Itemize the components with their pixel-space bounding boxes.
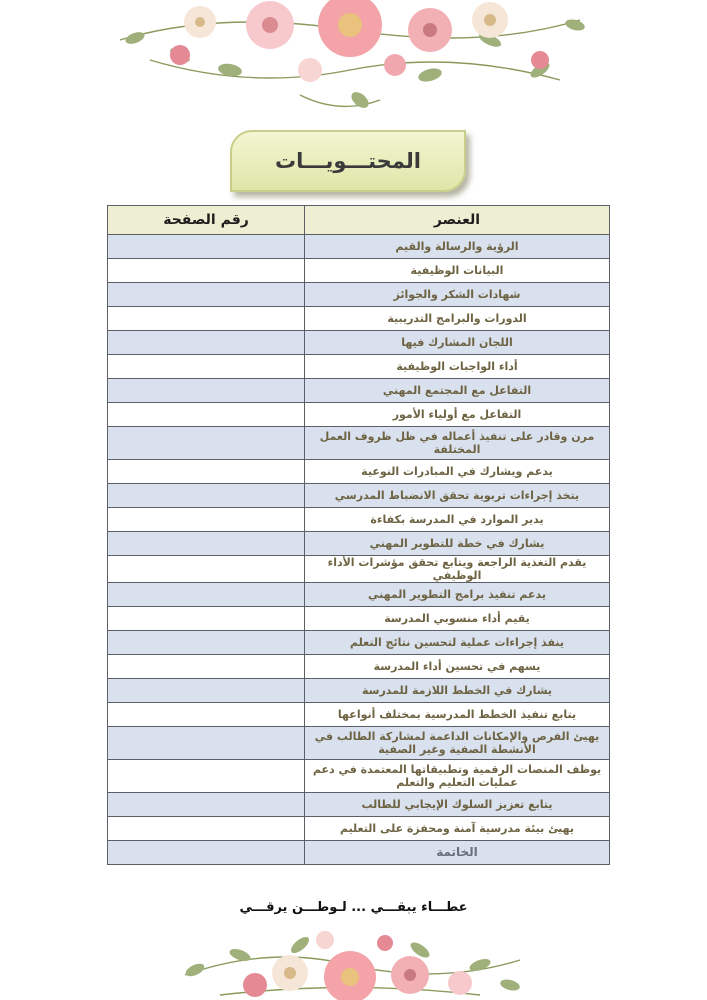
row-item: التفاعل مع المجتمع المهني: [305, 379, 610, 403]
row-page: [108, 556, 305, 583]
table-row: [108, 508, 610, 532]
row-item: يتخذ إجراءات تربوية تحقق الانضباط المدرسي: [305, 484, 610, 508]
table-row: [108, 556, 610, 583]
row-item: يتابع تنفيذ الخطط المدرسية بمختلف أنواعها: [305, 703, 610, 727]
row-page: [108, 235, 305, 259]
row-item: البيانات الوظيفية: [305, 259, 610, 283]
table-row: [108, 583, 610, 607]
table-row: [108, 283, 610, 307]
table-row: [108, 259, 610, 283]
table-row: [108, 331, 610, 355]
row-item: اللجان المشارك فيها: [305, 331, 610, 355]
row-item: الرؤية والرسالة والقيم: [305, 235, 610, 259]
row-page: [108, 283, 305, 307]
table-row: [108, 817, 610, 841]
slogan-text: عطـــاء يبقـــي ... لـوطـــن يرقـــي: [239, 900, 468, 915]
row-item: يسهم في تحسين أداء المدرسة: [305, 655, 610, 679]
row-page: [108, 355, 305, 379]
row-page: [108, 484, 305, 508]
row-page: [108, 679, 305, 703]
row-page: [108, 460, 305, 484]
row-page: [108, 703, 305, 727]
floral-bottom-decoration: [0, 905, 707, 1000]
table-row: [108, 703, 610, 727]
row-item: يهيئ بيئة مدرسية آمنة ومحفزة على التعليم: [305, 817, 610, 841]
table-row: [108, 841, 610, 865]
table-row: [108, 655, 610, 679]
contents-title-box: [230, 130, 466, 192]
row-page: [108, 403, 305, 427]
row-item: يشارك في خطة للتطوير المهني: [305, 532, 610, 556]
row-page: [108, 583, 305, 607]
floral-top-decoration: [0, 0, 707, 125]
header-item: العنصر: [305, 206, 610, 235]
table-row: [108, 631, 610, 655]
row-page: [108, 379, 305, 403]
row-item: أداء الواجبات الوظيفية: [305, 355, 610, 379]
row-page: [108, 259, 305, 283]
row-page: [108, 841, 305, 865]
row-item: التفاعل مع أولياء الأمور: [305, 403, 610, 427]
row-item: يشارك في الخطط اللازمة للمدرسة: [305, 679, 610, 703]
table-row: [108, 460, 610, 484]
row-page: [108, 307, 305, 331]
row-item: الدورات والبرامج التدريبية: [305, 307, 610, 331]
table-header-row: [108, 206, 610, 235]
table-row: [108, 532, 610, 556]
row-page: [108, 532, 305, 556]
row-page: [108, 508, 305, 532]
table-row: [108, 727, 610, 760]
row-page: [108, 817, 305, 841]
row-item: مرن وقادر على تنفيذ أعماله في ظل ظروف العمل المختلفة: [305, 427, 610, 460]
row-item: يقدم التغذية الراجعة ويتابع تحقق مؤشرات الأداء الوظيفي: [305, 556, 610, 583]
row-item: يدير الموارد في المدرسة بكفاءة: [305, 508, 610, 532]
table-row: [108, 235, 610, 259]
row-item: يوظف المنصات الرقمية وتطبيقاتها المعتمدة في دعم عمليات التعليم والتعلم: [305, 760, 610, 793]
table-row: [108, 427, 610, 460]
table-row: [108, 607, 610, 631]
row-item: ينفذ إجراءات عملية لتحسين نتائج التعلم: [305, 631, 610, 655]
row-item: الخاتمة: [305, 841, 610, 865]
row-page: [108, 655, 305, 679]
table-row: [108, 679, 610, 703]
row-item: يتابع تعزيز السلوك الإيجابي للطالب: [305, 793, 610, 817]
row-page: [108, 427, 305, 460]
table-row: [108, 355, 610, 379]
table-row: [108, 307, 610, 331]
row-item: يهيئ الفرص والإمكانات الداعمة لمشاركة الطالب في الأنشطة الصفية وغير الصفية: [305, 727, 610, 760]
row-page: [108, 760, 305, 793]
table-row: [108, 484, 610, 508]
table-row: [108, 403, 610, 427]
row-item: يدعم تنفيذ برامج التطوير المهني: [305, 583, 610, 607]
row-item: شهادات الشكر والجوائز: [305, 283, 610, 307]
table-row: [108, 379, 610, 403]
page-title: المحتـــويـــات: [275, 149, 421, 173]
row-page: [108, 331, 305, 355]
table-row: [108, 760, 610, 793]
row-page: [108, 631, 305, 655]
row-item: يدعم ويشارك في المبادرات النوعية: [305, 460, 610, 484]
row-page: [108, 727, 305, 760]
row-page: [108, 793, 305, 817]
row-item: يقيم أداء منسوبي المدرسة: [305, 607, 610, 631]
table-row: [108, 793, 610, 817]
header-page-number: رقم الصفحة: [108, 206, 305, 235]
row-page: [108, 607, 305, 631]
contents-table: [107, 205, 610, 865]
